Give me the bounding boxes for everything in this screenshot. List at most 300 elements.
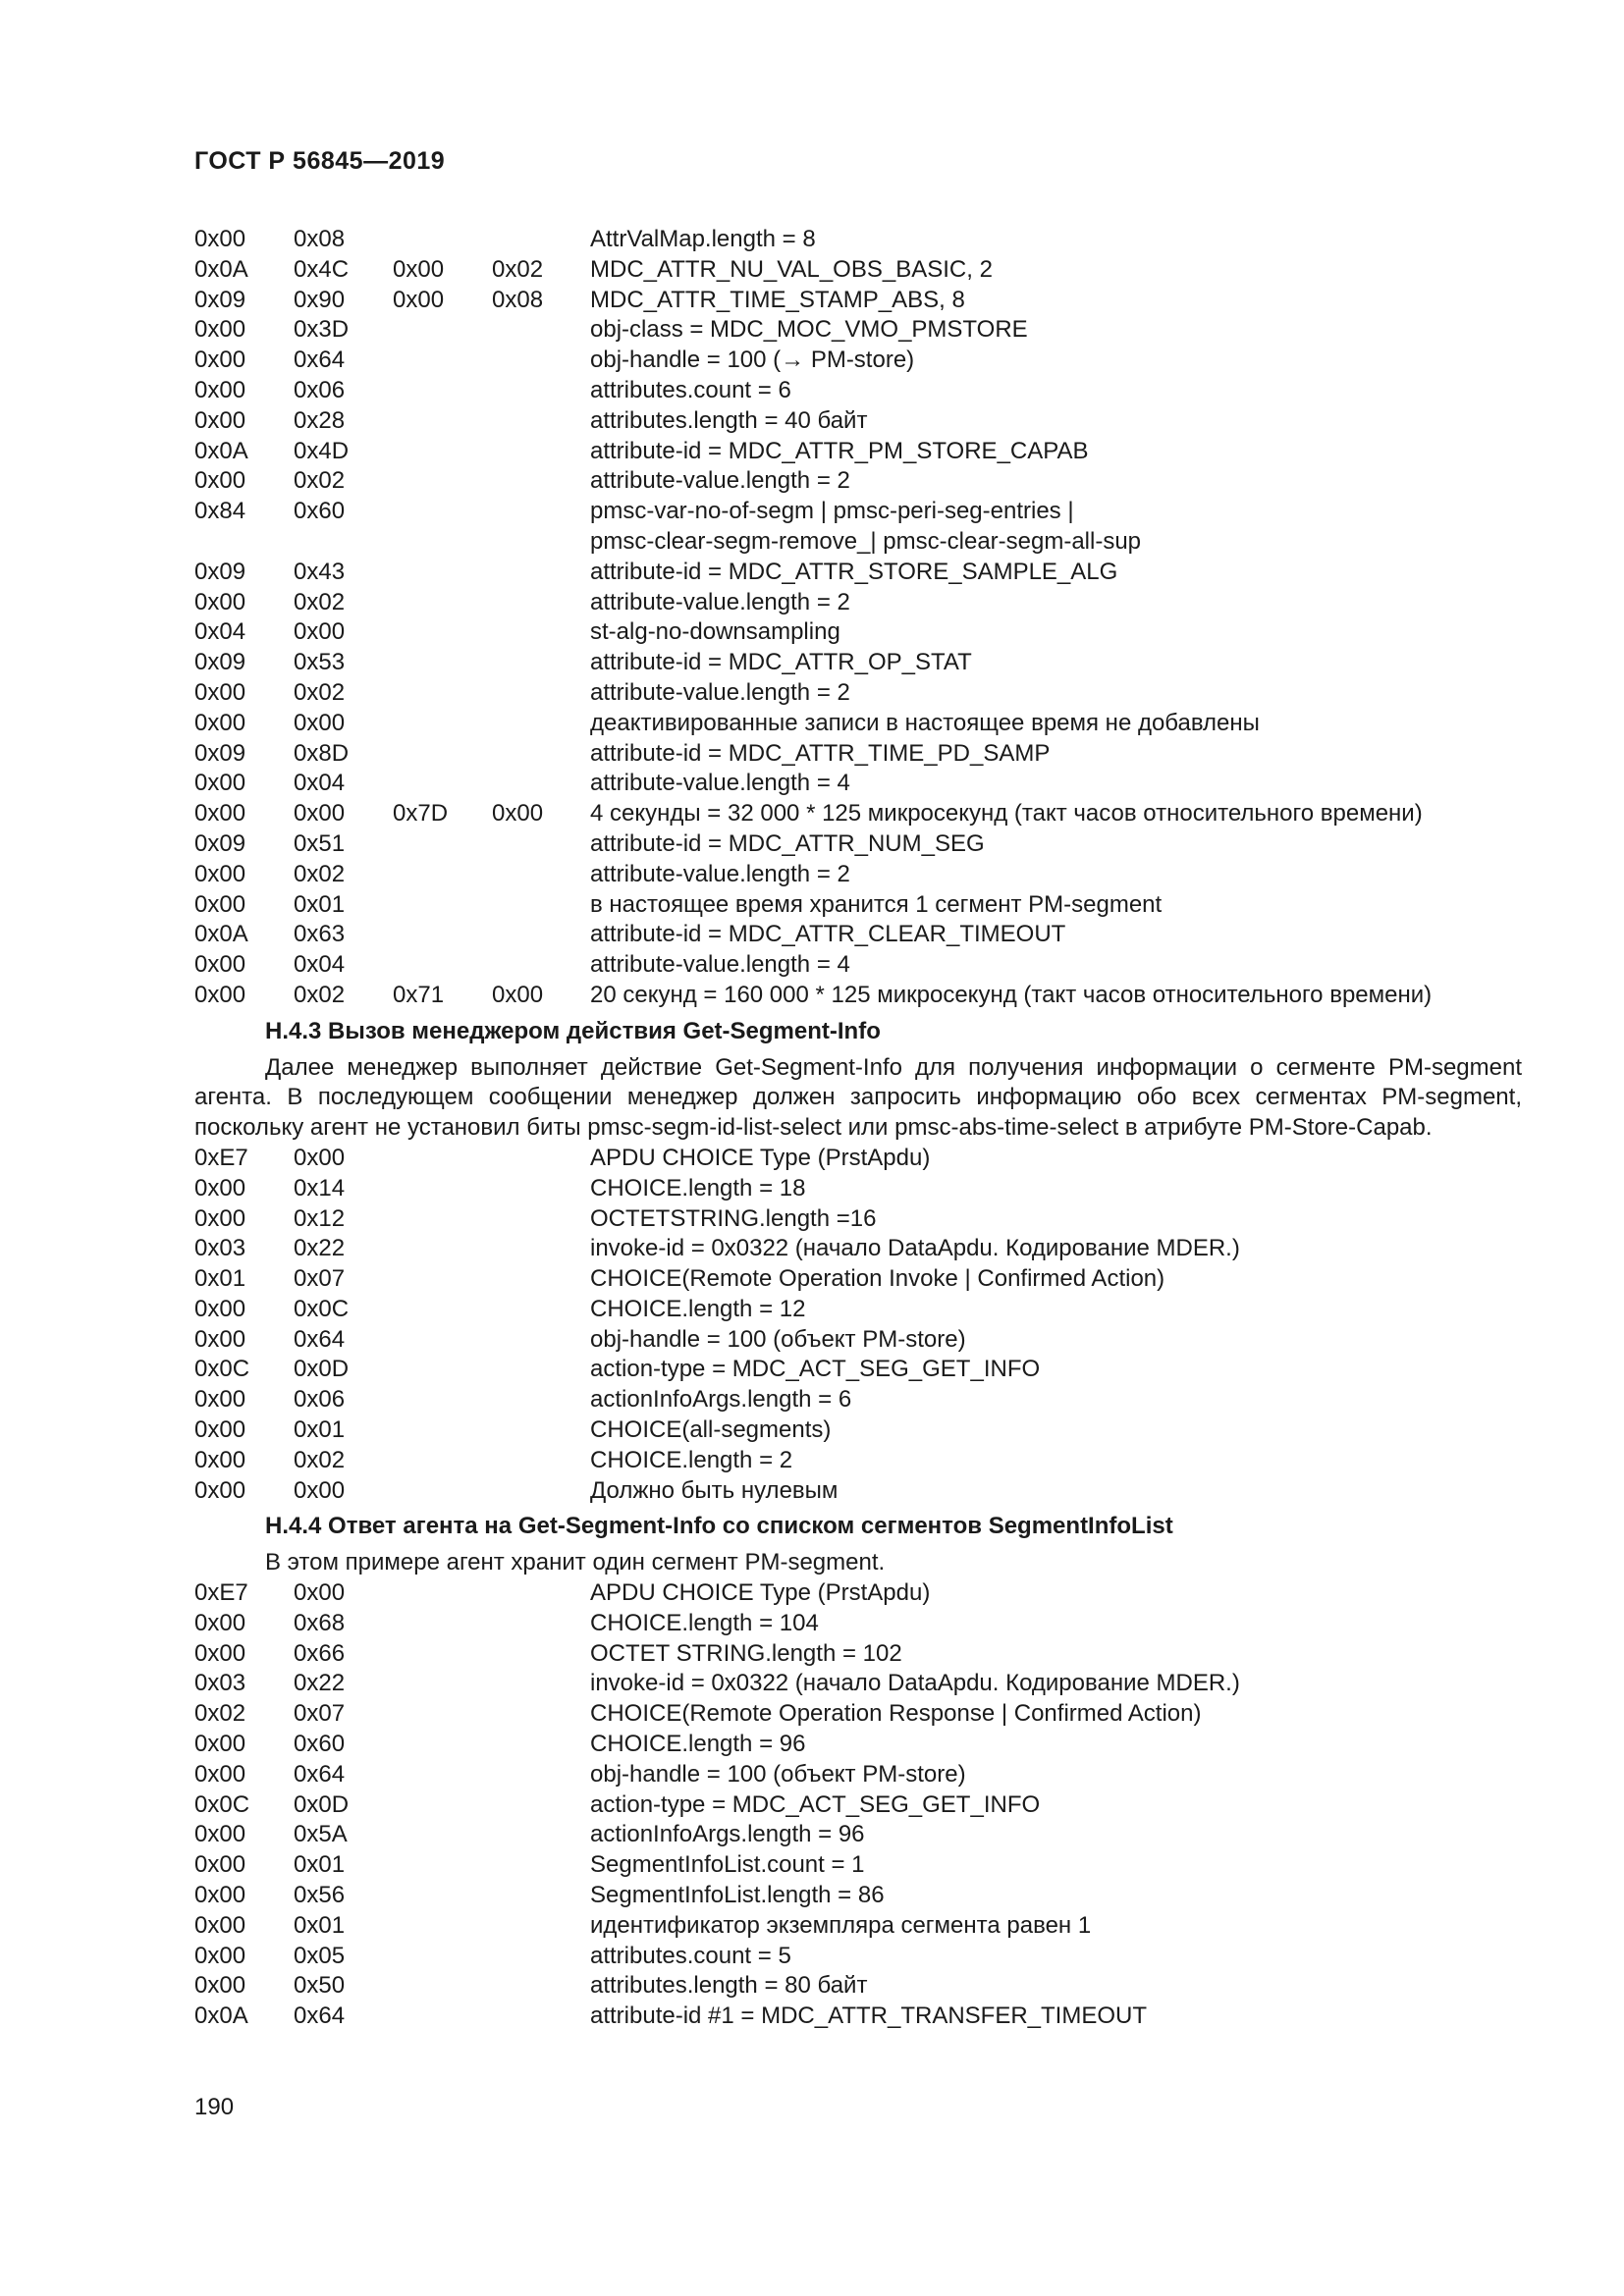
- hex-byte-cell: 0x5A: [294, 1821, 348, 1848]
- hex-row: [194, 466, 1522, 497]
- hex-byte-cell: 0x01: [294, 1911, 346, 1939]
- hex-byte-cell: [393, 2002, 492, 2032]
- hex-byte-cell: 0x12: [294, 1204, 346, 1232]
- hex-byte-cell: [492, 406, 590, 437]
- hex-byte-cell: 0x00: [492, 800, 544, 828]
- hex-byte-cell: 0x00: [194, 1851, 246, 1879]
- description-line: APDU CHOICE Type (PrstApdu): [590, 1144, 931, 1171]
- hex-byte-cell: 0x05: [294, 1942, 346, 1969]
- hex-row: [194, 1911, 1522, 1942]
- hex-byte-cell: [393, 1971, 492, 2002]
- hex-byte-cell: 0x60: [294, 498, 346, 525]
- hex-byte-cell: 0x02: [492, 255, 544, 283]
- hex-byte-cell: 0x02: [294, 678, 346, 706]
- hex-byte-cell: [393, 890, 492, 921]
- hex-row: [194, 1850, 1522, 1881]
- hex-row-description: [590, 1355, 1522, 1385]
- hex-row: [194, 286, 1522, 316]
- hex-row-description: [590, 497, 1522, 558]
- description-line: attribute-value.length = 2: [590, 467, 850, 495]
- hex-byte-cell: 0x02: [294, 981, 346, 1008]
- hex-byte-cell: 0x00: [194, 406, 246, 434]
- description-line: CHOICE.length = 104: [590, 1609, 819, 1636]
- hex-row: [194, 769, 1522, 799]
- hex-byte-cell: 0x00: [194, 316, 246, 344]
- hex-row: [194, 1609, 1522, 1639]
- description-line: attribute-value.length = 4: [590, 951, 850, 979]
- description-line: Должно быть нулевым: [590, 1476, 839, 1504]
- hex-byte-cell: 0x00: [194, 1325, 246, 1353]
- section-title-h44: H.4.4 Ответ агента на Get-Segment-Info со списком сегментов SegmentInfoList: [265, 1513, 1173, 1540]
- hex-byte-cell: 0x00: [194, 800, 246, 828]
- hex-byte-cell: [492, 1881, 590, 1911]
- hex-row-description: [590, 1669, 1522, 1699]
- hex-row-description: [590, 466, 1522, 497]
- description-line: attributes.length = 80 байт: [590, 1972, 868, 2000]
- hex-byte-cell: 0x00: [194, 1760, 246, 1788]
- hex-byte-cell: [393, 437, 492, 467]
- hex-byte-cell: [492, 225, 590, 255]
- hex-byte-cell: 0x03: [194, 1235, 246, 1262]
- description-line: attribute-id = MDC_ATTR_PM_STORE_CAPAB: [590, 437, 1089, 464]
- hex-byte-cell: 0x09: [194, 649, 246, 676]
- hex-byte-cell: [393, 1415, 492, 1446]
- hex-byte-cell: [393, 648, 492, 678]
- hex-byte-cell: [492, 1144, 590, 1174]
- description-line: OCTETSTRING.length =16: [590, 1204, 877, 1232]
- hex-byte-cell: 0x01: [294, 1416, 346, 1444]
- hex-row: [194, 1790, 1522, 1821]
- hex-byte-cell: 0x00: [294, 618, 346, 646]
- hex-byte-cell: 0x09: [194, 739, 246, 767]
- hex-row-description: [590, 1881, 1522, 1911]
- description-line: attributes.count = 5: [590, 1942, 791, 1969]
- hex-row: [194, 1325, 1522, 1356]
- page-number: 190: [194, 2094, 235, 2120]
- hex-byte-cell: [492, 890, 590, 921]
- hex-byte-cell: 0x00: [194, 226, 246, 252]
- hex-byte-cell: 0x00: [194, 1911, 246, 1939]
- description-line: obj-class = MDC_MOC_VMO_PMSTORE: [590, 316, 1028, 344]
- hex-byte-cell: 0x00: [294, 800, 346, 828]
- hex-byte-cell: [492, 1234, 590, 1264]
- hex-byte-cell: [393, 315, 492, 346]
- hex-row-description: [590, 225, 1522, 255]
- hex-byte-cell: 0x00: [194, 467, 246, 495]
- hex-row: [194, 2002, 1522, 2032]
- hex-byte-cell: 0x02: [294, 1446, 346, 1473]
- hex-byte-cell: 0x04: [194, 618, 246, 646]
- description-line: деактивированные записи в настоящее время не добавлены: [590, 709, 1260, 736]
- hex-row-description: [590, 346, 1522, 376]
- hex-byte-cell: [492, 1911, 590, 1942]
- hex-row-description: [590, 1325, 1522, 1356]
- hex-byte-cell: [393, 558, 492, 588]
- hex-byte-cell: [393, 376, 492, 406]
- hex-byte-cell: [492, 437, 590, 467]
- hex-byte-cell: 0x06: [294, 376, 346, 403]
- section-paragraph-h43: Далее менеджер выполняет действие Get-Segment-Info для получения информации о сегменте PM-segment агента. В последующем сообщении менеджер должен запросить информацию обо всех сегментах PM-segment, поскольку агент не установил биты pmsc-segm-id-list-select или pmsc-abs-time-select в атрибуте PM-Store-Capab.: [194, 1053, 1522, 1142]
- description-line: attribute-id #1 = MDC_ATTR_TRANSFER_TIMEOUT: [590, 2002, 1148, 2030]
- hex-row-description: [590, 286, 1522, 316]
- description-line: attribute-value.length = 2: [590, 588, 850, 615]
- hex-row-description: [590, 315, 1522, 346]
- hex-byte-cell: [393, 1639, 492, 1670]
- hex-byte-cell: [492, 1820, 590, 1850]
- hex-row-description: [590, 1820, 1522, 1850]
- hex-row-description: [590, 1578, 1522, 1609]
- description-line: obj-handle = 100 (объект PM-store): [590, 1325, 966, 1353]
- hex-row: [194, 1760, 1522, 1790]
- hex-row: [194, 315, 1522, 346]
- hex-byte-cell: [492, 315, 590, 346]
- hex-byte-cell: [492, 346, 590, 376]
- hex-byte-cell: 0x00: [194, 1204, 246, 1232]
- description-line: invoke-id = 0x0322 (начало DataApdu. Кодирование MDER.): [590, 1670, 1240, 1697]
- hex-row: [194, 860, 1522, 890]
- hex-byte-cell: [393, 588, 492, 618]
- hex-byte-cell: 0x00: [194, 1639, 246, 1667]
- description-line: attributes.count = 6: [590, 376, 791, 403]
- hex-byte-cell: [492, 648, 590, 678]
- hex-byte-cell: [492, 2002, 590, 2032]
- hex-byte-cell: 0x06: [294, 1386, 346, 1414]
- hex-row-description: [590, 1790, 1522, 1821]
- description-line: attribute-id = MDC_ATTR_STORE_SAMPLE_ALG: [590, 558, 1118, 585]
- hex-byte-cell: 0x00: [194, 1295, 246, 1322]
- hex-row-description: [590, 376, 1522, 406]
- hex-byte-cell: 0x00: [194, 376, 246, 403]
- hex-byte-cell: 0x00: [194, 1731, 246, 1758]
- hex-byte-cell: 0x07: [294, 1265, 346, 1293]
- hex-byte-cell: [393, 920, 492, 950]
- hex-byte-cell: 0x09: [194, 829, 246, 857]
- hex-byte-cell: [492, 829, 590, 860]
- hex-byte-cell: [393, 739, 492, 770]
- hex-byte-cell: 0x00: [194, 1386, 246, 1414]
- hex-row: [194, 1971, 1522, 2002]
- hex-row-description: [590, 739, 1522, 770]
- hex-byte-cell: 0x00: [194, 678, 246, 706]
- hex-row: [194, 678, 1522, 709]
- hex-row: [194, 1204, 1522, 1235]
- hex-row: [194, 1476, 1522, 1507]
- hex-row-description: [590, 799, 1522, 829]
- section-paragraph-h44: В этом примере агент хранит один сегмент PM-segment.: [265, 1549, 886, 1576]
- hex-row: [194, 1699, 1522, 1730]
- description-line: SegmentInfoList.length = 86: [590, 1882, 885, 1909]
- hex-row-description: [590, 2002, 1522, 2032]
- hex-row: [194, 558, 1522, 588]
- hex-byte-cell: [393, 769, 492, 799]
- hex-row: [194, 920, 1522, 950]
- hex-row-description: [590, 981, 1522, 1011]
- hex-row: [194, 1578, 1522, 1609]
- hex-byte-cell: [492, 1971, 590, 2002]
- hex-byte-cell: 0x00: [194, 1609, 246, 1636]
- hex-byte-cell: [393, 1942, 492, 1972]
- description-line: attribute-id = MDC_ATTR_CLEAR_TIMEOUT: [590, 921, 1066, 948]
- hex-row-description: [590, 1730, 1522, 1760]
- hex-byte-cell: 0x4D: [294, 437, 350, 464]
- hex-row: [194, 1264, 1522, 1295]
- hex-row-description: [590, 1446, 1522, 1476]
- hex-byte-cell: [393, 829, 492, 860]
- hex-row-description: [590, 255, 1522, 286]
- hex-byte-cell: [393, 1325, 492, 1356]
- hex-byte-cell: [492, 709, 590, 739]
- hex-byte-cell: 0x8D: [294, 739, 350, 767]
- hex-row: [194, 497, 1522, 558]
- hex-byte-cell: 0x03: [194, 1670, 246, 1697]
- hex-byte-cell: [393, 1669, 492, 1699]
- hex-row: [194, 437, 1522, 467]
- hex-rows: [194, 1144, 1522, 1507]
- hex-byte-cell: 0x00: [194, 1821, 246, 1848]
- hex-row-description: [590, 1295, 1522, 1325]
- hex-byte-cell: [492, 1850, 590, 1881]
- hex-byte-cell: 0x00: [194, 770, 246, 797]
- hex-row: [194, 709, 1522, 739]
- description-line: 20 секунд = 160 000 * 125 микросекунд (такт часов относительного времени): [590, 981, 1433, 1008]
- hex-row: [194, 588, 1522, 618]
- hex-byte-cell: 0x00: [194, 1476, 246, 1504]
- hex-byte-cell: 0x02: [194, 1700, 246, 1728]
- hex-byte-cell: 0x00: [194, 981, 246, 1008]
- description-line: attributes.length = 40 байт: [590, 406, 868, 434]
- hex-row: [194, 346, 1522, 376]
- hex-byte-cell: [492, 1669, 590, 1699]
- hex-byte-cell: 0x00: [194, 890, 246, 918]
- hex-byte-cell: 0x28: [294, 406, 346, 434]
- hex-byte-cell: [492, 739, 590, 770]
- hex-byte-cell: [492, 1699, 590, 1730]
- description-line: CHOICE(Remote Operation Response | Confirmed Action): [590, 1700, 1202, 1728]
- hex-byte-cell: 0x0A: [194, 437, 248, 464]
- hex-byte-cell: [492, 920, 590, 950]
- hex-byte-cell: [492, 1578, 590, 1609]
- hex-byte-cell: [492, 1204, 590, 1235]
- hex-byte-cell: [393, 1760, 492, 1790]
- hex-byte-cell: [492, 497, 590, 558]
- description-line: MDC_ATTR_NU_VAL_OBS_BASIC, 2: [590, 255, 993, 283]
- hex-row: [194, 1295, 1522, 1325]
- hex-byte-cell: 0x68: [294, 1609, 346, 1636]
- hex-byte-cell: 0x90: [294, 286, 346, 313]
- hex-row-description: [590, 1699, 1522, 1730]
- hex-byte-cell: [393, 950, 492, 981]
- hex-byte-cell: [393, 1144, 492, 1174]
- description-line: actionInfoArgs.length = 96: [590, 1821, 865, 1848]
- description-line: action-type = MDC_ACT_SEG_GET_INFO: [590, 1356, 1041, 1383]
- hex-byte-cell: 0x00: [194, 1174, 246, 1201]
- hex-byte-cell: 0x00: [194, 1882, 246, 1909]
- hex-byte-cell: [492, 1609, 590, 1639]
- hex-byte-cell: [393, 1790, 492, 1821]
- hex-row-description: [590, 437, 1522, 467]
- hex-row-description: [590, 1850, 1522, 1881]
- hex-byte-cell: 0x4C: [294, 255, 350, 283]
- document-content: [194, 225, 1522, 2032]
- hex-byte-cell: 0x00: [294, 709, 346, 736]
- hex-byte-cell: 0x09: [194, 286, 246, 313]
- hex-byte-cell: 0x01: [294, 1851, 346, 1879]
- hex-row-description: [590, 860, 1522, 890]
- description-line: CHOICE.length = 12: [590, 1295, 806, 1322]
- hex-byte-cell: 0x43: [294, 558, 346, 585]
- hex-byte-cell: [492, 558, 590, 588]
- hex-byte-cell: 0x00: [194, 860, 246, 887]
- hex-byte-cell: [393, 1204, 492, 1235]
- hex-row-description: [590, 648, 1522, 678]
- hex-row: [194, 799, 1522, 829]
- hex-byte-cell: 0x00: [194, 588, 246, 615]
- description-line: CHOICE(Remote Operation Invoke | Confirmed Action): [590, 1265, 1165, 1293]
- description-line: pmsc-clear-segm-remove_| pmsc-clear-segm-all-sup: [590, 527, 1142, 555]
- hex-byte-cell: [492, 1476, 590, 1507]
- hex-row-description: [590, 1204, 1522, 1235]
- description-line: SegmentInfoList.count = 1: [590, 1851, 865, 1879]
- description-line: attribute-value.length = 4: [590, 770, 850, 797]
- section-title-h43: H.4.3 Вызов менеджером действия Get-Segment-Info: [265, 1017, 881, 1044]
- hex-byte-cell: 0x51: [294, 829, 346, 857]
- hex-byte-cell: 0x63: [294, 921, 346, 948]
- hex-byte-cell: [393, 1699, 492, 1730]
- hex-row: [194, 1669, 1522, 1699]
- hex-row: [194, 1234, 1522, 1264]
- hex-row: [194, 829, 1522, 860]
- hex-byte-cell: 0x00: [194, 1446, 246, 1473]
- hex-byte-cell: 0x04: [294, 951, 346, 979]
- hex-row-description: [590, 1415, 1522, 1446]
- hex-byte-cell: [492, 1174, 590, 1204]
- hex-row: [194, 890, 1522, 921]
- hex-byte-cell: 0x64: [294, 2002, 346, 2030]
- hex-byte-cell: [393, 1476, 492, 1507]
- hex-byte-cell: 0x02: [294, 467, 346, 495]
- hex-byte-cell: 0x84: [194, 498, 246, 525]
- hex-row: [194, 1144, 1522, 1174]
- hex-row-description: [590, 1971, 1522, 2002]
- hex-byte-cell: 0x7D: [393, 800, 449, 828]
- hex-byte-cell: [492, 769, 590, 799]
- hex-byte-cell: [393, 1295, 492, 1325]
- hex-byte-cell: 0x00: [194, 1972, 246, 2000]
- hex-byte-cell: 0x0C: [194, 1356, 250, 1383]
- hex-byte-cell: [393, 1264, 492, 1295]
- hex-row-description: [590, 769, 1522, 799]
- hex-byte-cell: [393, 709, 492, 739]
- description-line: obj-handle = 100 (объект PM-store): [590, 1760, 966, 1788]
- hex-byte-cell: 0x0A: [194, 921, 248, 948]
- description-line: CHOICE.length = 2: [590, 1446, 793, 1473]
- hex-row: [194, 1446, 1522, 1476]
- hex-row-description: [590, 1144, 1522, 1174]
- hex-row-description: [590, 1609, 1522, 1639]
- hex-byte-cell: 0x64: [294, 1325, 346, 1353]
- description-line: actionInfoArgs.length = 6: [590, 1386, 852, 1414]
- hex-byte-cell: 0x00: [393, 255, 445, 283]
- hex-byte-cell: [492, 1385, 590, 1415]
- hex-byte-cell: [393, 1850, 492, 1881]
- hex-row-description: [590, 709, 1522, 739]
- hex-byte-cell: [492, 1446, 590, 1476]
- hex-byte-cell: [492, 1942, 590, 1972]
- description-line: CHOICE.length = 18: [590, 1174, 806, 1201]
- hex-row: [194, 406, 1522, 437]
- description-line: 4 секунды = 32 000 * 125 микросекунд (такт часов относительного времени): [590, 800, 1423, 828]
- hex-byte-cell: [393, 1730, 492, 1760]
- hex-byte-cell: [492, 466, 590, 497]
- hex-byte-cell: 0x50: [294, 1972, 346, 2000]
- hex-byte-cell: 0x0D: [294, 1356, 350, 1383]
- hex-byte-cell: [393, 466, 492, 497]
- hex-byte-cell: 0x0C: [194, 1790, 250, 1818]
- hex-byte-cell: 0x00: [294, 1579, 346, 1607]
- description-line: CHOICE(all-segments): [590, 1416, 832, 1444]
- hex-row: [194, 1385, 1522, 1415]
- hex-byte-cell: [492, 1760, 590, 1790]
- hex-byte-cell: [393, 225, 492, 255]
- hex-row-description: [590, 617, 1522, 648]
- hex-row-description: [590, 1385, 1522, 1415]
- description-line: invoke-id = 0x0322 (начало DataApdu. Кодирование MDER.): [590, 1235, 1240, 1262]
- hex-row-description: [590, 950, 1522, 981]
- hex-byte-cell: 0xE7: [194, 1144, 248, 1171]
- hex-row: [194, 1881, 1522, 1911]
- hex-byte-cell: [492, 950, 590, 981]
- description-line: APDU CHOICE Type (PrstApdu): [590, 1579, 931, 1607]
- hex-row: [194, 255, 1522, 286]
- hex-byte-cell: [393, 1820, 492, 1850]
- hex-row: [194, 1174, 1522, 1204]
- hex-byte-cell: 0x02: [294, 588, 346, 615]
- description-line: в настоящее время хранится 1 сегмент PM-segment: [590, 890, 1163, 918]
- hex-byte-cell: 0x0C: [294, 1295, 350, 1322]
- hex-row: [194, 1942, 1522, 1972]
- hex-byte-cell: [492, 860, 590, 890]
- hex-row-description: [590, 406, 1522, 437]
- hex-row: [194, 376, 1522, 406]
- hex-row-description: [590, 1760, 1522, 1790]
- description-line: AttrValMap.length = 8: [590, 226, 816, 252]
- description-line: pmsc-var-no-of-segm | pmsc-peri-seg-entries |: [590, 498, 1074, 525]
- hex-row: [194, 648, 1522, 678]
- hex-byte-cell: 0x00: [294, 1476, 346, 1504]
- hex-byte-cell: [393, 1881, 492, 1911]
- hex-byte-cell: [393, 1385, 492, 1415]
- hex-byte-cell: 0x60: [294, 1731, 346, 1758]
- hex-byte-cell: 0x14: [294, 1174, 346, 1201]
- hex-byte-cell: 0x0A: [194, 2002, 248, 2030]
- hex-row-description: [590, 1174, 1522, 1204]
- hex-byte-cell: [492, 1264, 590, 1295]
- hex-byte-cell: 0xE7: [194, 1579, 248, 1607]
- hex-byte-cell: 0x07: [294, 1700, 346, 1728]
- hex-row: [194, 1730, 1522, 1760]
- hex-byte-cell: [492, 678, 590, 709]
- hex-byte-cell: 0x08: [492, 286, 544, 313]
- hex-byte-cell: 0x56: [294, 1882, 346, 1909]
- hex-row-description: [590, 1264, 1522, 1295]
- hex-byte-cell: 0x00: [294, 1144, 346, 1171]
- hex-byte-cell: 0x01: [194, 1265, 246, 1293]
- hex-byte-cell: [393, 497, 492, 558]
- hex-byte-cell: [492, 588, 590, 618]
- hex-byte-cell: 0x00: [393, 286, 445, 313]
- hex-byte-cell: [393, 1174, 492, 1204]
- hex-row: [194, 950, 1522, 981]
